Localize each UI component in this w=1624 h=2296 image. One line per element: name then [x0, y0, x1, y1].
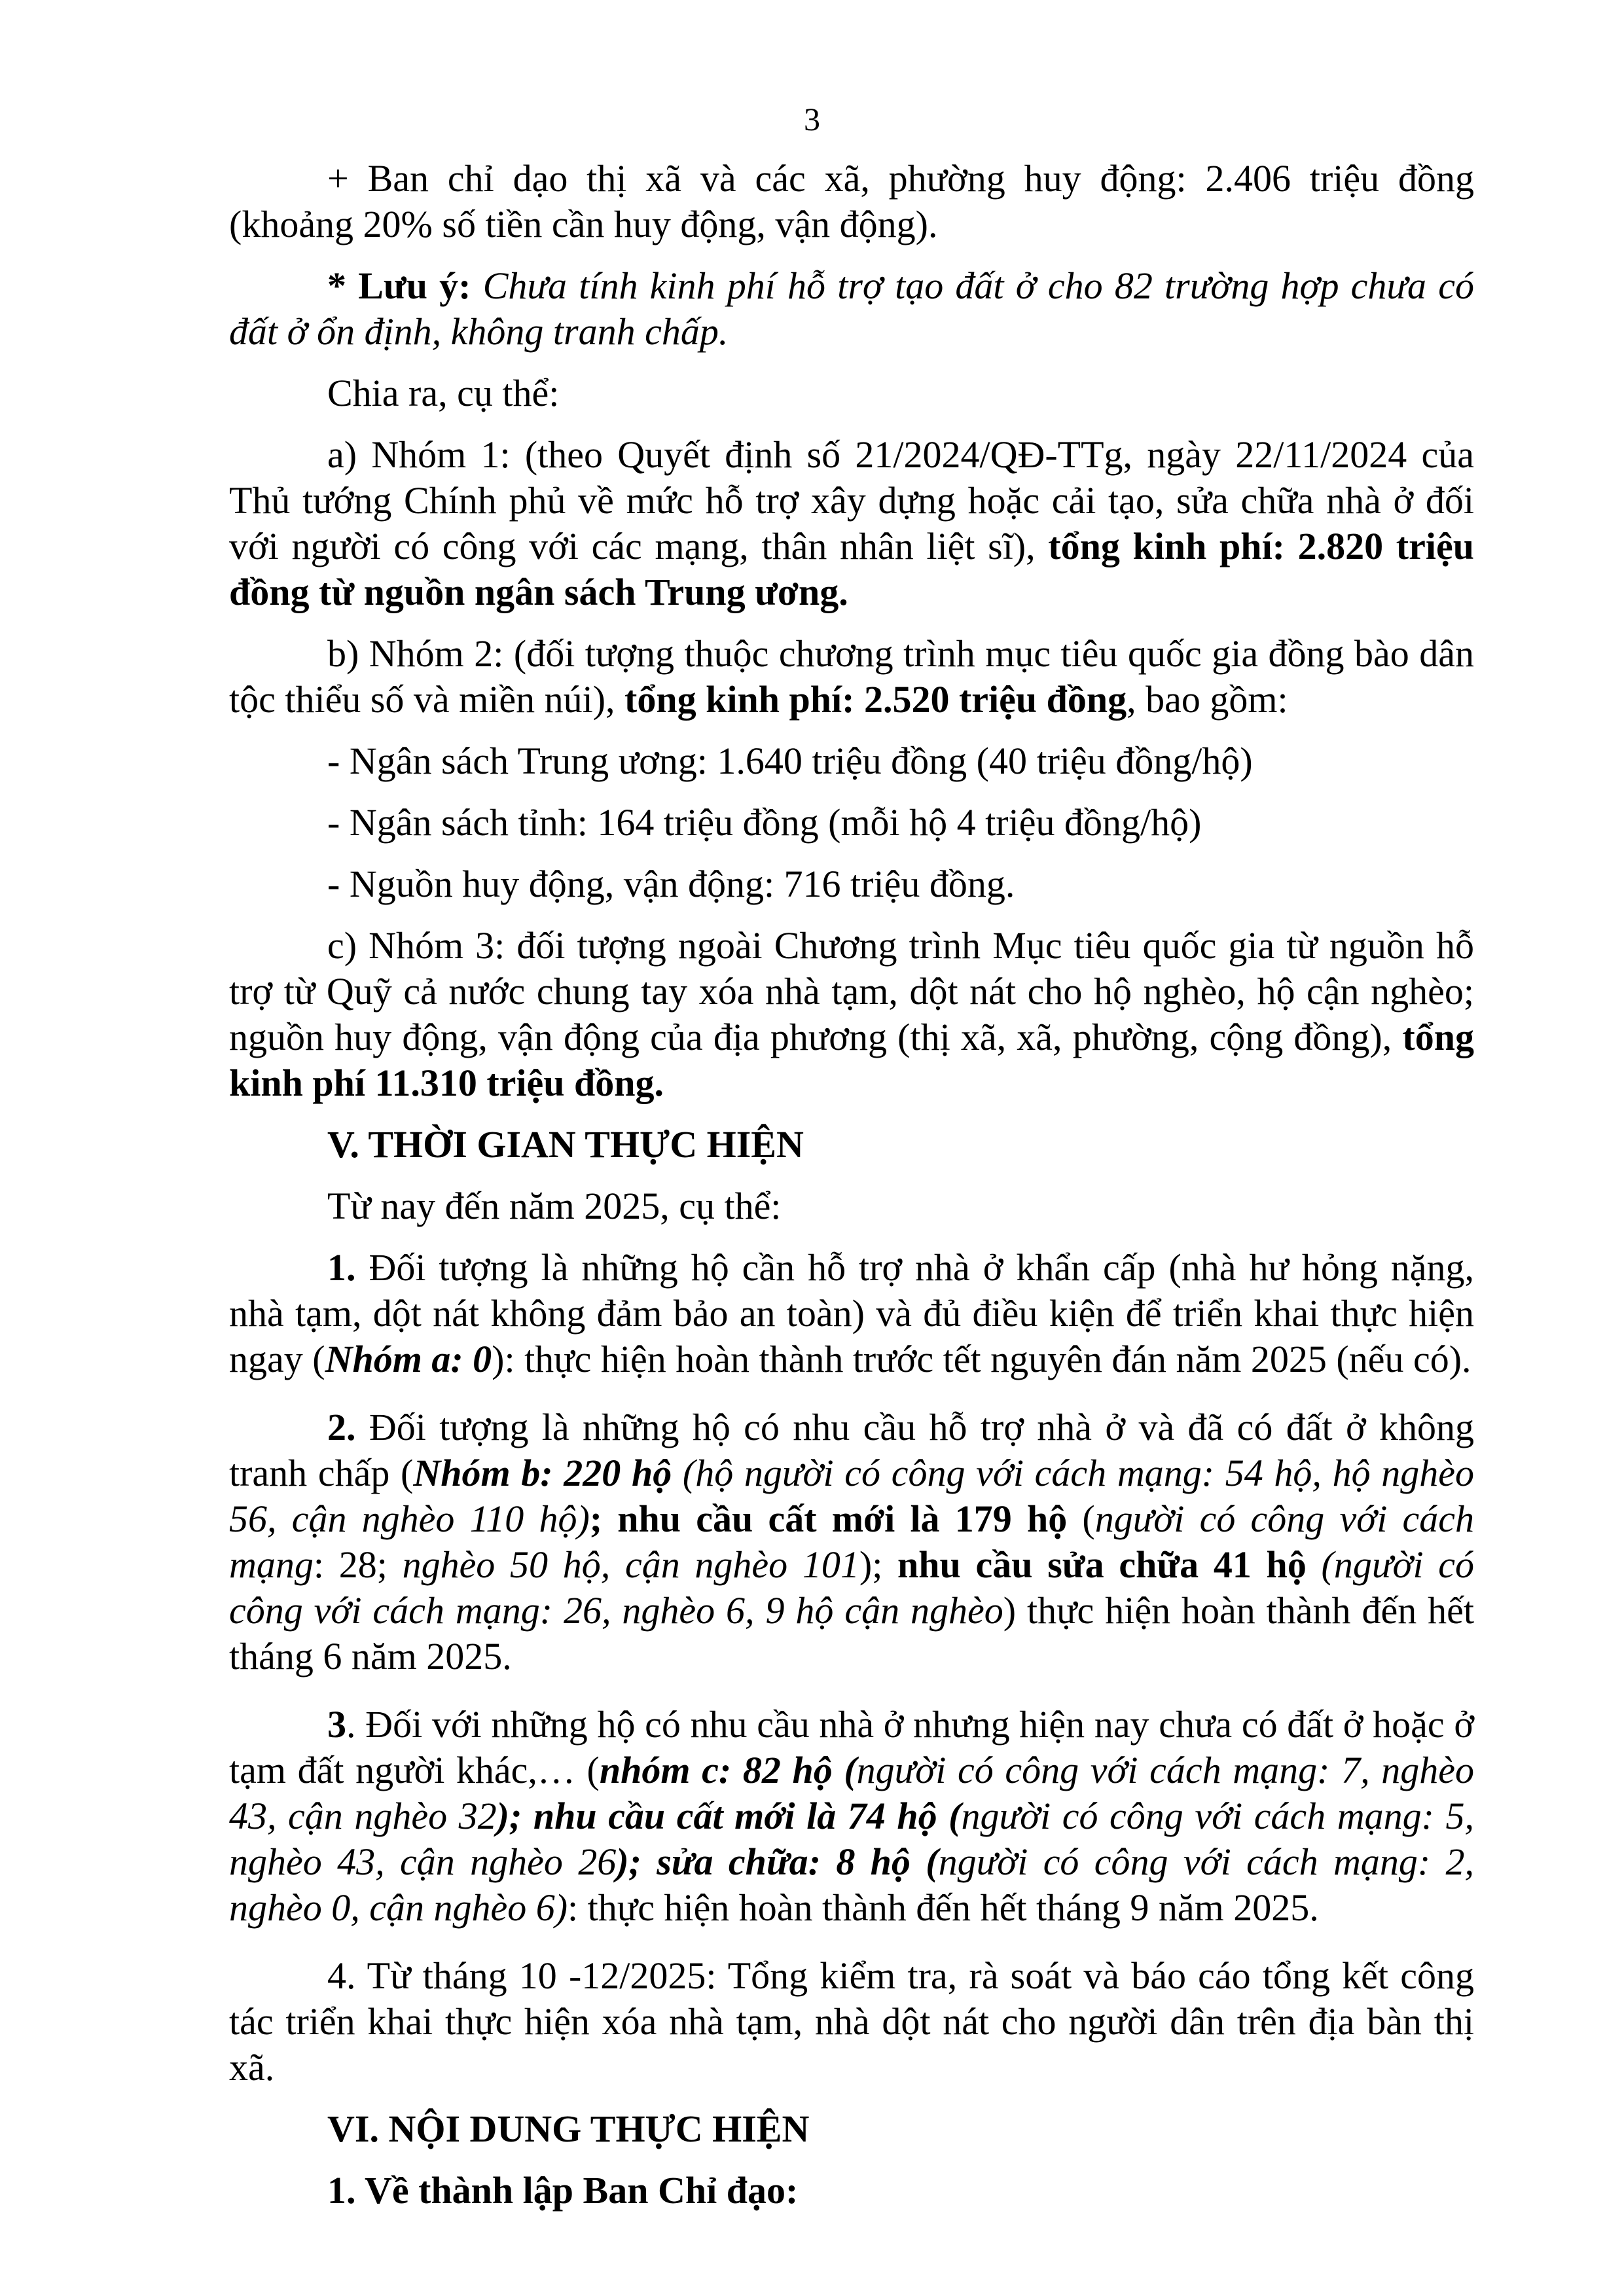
paragraph-timeline-intro — [229, 1183, 1474, 1229]
steering-committee-title: 1. Về thành lập Ban Chỉ đạo: — [327, 2169, 799, 2212]
group-3-text: c) Nhóm 3: đối tượng ngoài Chương trình Mục tiêu quốc gia từ nguồn hỗ trợ từ Quỹ cả nước chung tay xóa nhà tạm, dột nát cho hộ nghèo, hộ cận nghèo; nguồn huy động, vận động của địa phương (thị xã, xã, phường, cộng đồng), — [229, 924, 1474, 1058]
group-2-tail: , bao gồm: — [1127, 678, 1288, 721]
note-text: Chưa tính kinh phí hỗ trợ tạo đất ở cho 82 trường hợp chưa có đất ở ổn định, không tranh chấp. — [229, 264, 1475, 353]
paragraph-mobilized-funds — [229, 861, 1474, 907]
paragraph-province-budget — [229, 800, 1474, 846]
item-3-new-build: ); nhu cầu cất mới là 74 hộ ( — [496, 1795, 962, 1837]
item-2-text-e: ); — [859, 1543, 898, 1586]
item-1-number: 1. — [327, 1246, 356, 1289]
item-1-text-b: ): thực hiện hoàn thành trước tết nguyên đán năm 2025 (nếu có). — [492, 1338, 1471, 1380]
item-3-text-b: : thực hiện hoàn thành đến hết tháng 9 năm 2025. — [568, 1886, 1319, 1929]
item-2-text-d: : 28; — [313, 1543, 403, 1586]
group-1-text: a) Nhóm 1: (theo Quyết định số 21/2024/QĐ-TTg, ngày 22/11/2024 của Thủ tướng Chính phủ về mức hỗ trợ xây dựng hoặc cải tạo, sửa chữa nhà ở đối với người có công với các mạng, thân nhân liệt sĩ), — [229, 433, 1474, 567]
item-2-text-a: Đối tượng là những hộ có nhu cầu hỗ trợ nhà ở và đã có đất ở không tranh chấp ( — [229, 1406, 1474, 1494]
item-2-repair: nhu cầu sửa chữa 41 hộ — [897, 1543, 1307, 1586]
item-3-group: nhóm c: 82 hộ ( — [599, 1749, 857, 1791]
item-2-merit: người có công với cách mạng — [229, 1498, 1474, 1586]
item-2-new-build: ; nhu cầu cất mới là 179 hộ — [589, 1498, 1068, 1540]
item-3-number: 3 — [327, 1703, 346, 1746]
item-3-group-detail: người có công với cách mạng: 7, nghèo 43, cận nghèo 32 — [229, 1749, 1474, 1837]
item-3-repair-detail: người có công với cách mạng: 2, nghèo 0, cận nghèo 6) — [229, 1840, 1475, 1929]
province-budget-text: - Ngân sách tỉnh: 164 triệu đồng (mỗi hộ 4 triệu đồng/hộ) — [327, 801, 1202, 844]
note-label: * Lưu ý: — [327, 264, 471, 307]
mobilized-funds-text: - Nguồn huy động, vận động: 716 triệu đồng. — [327, 863, 1015, 905]
page-number: 3 — [804, 101, 820, 137]
document-body — [229, 156, 1474, 2229]
section-vi-heading: VI. NỘI DUNG THỰC HIỆN — [327, 2108, 810, 2150]
timeline-intro-text: Từ nay đến năm 2025, cụ thể: — [327, 1185, 782, 1227]
group-2-total: tổng kinh phí: 2.520 triệu đồng — [624, 678, 1127, 721]
paragraph-group-2 — [229, 631, 1474, 723]
paragraph-item-1 — [229, 1245, 1474, 1382]
item-2-repair-detail: (người có công với cách mạng: 26, nghèo 6, 9 hộ cận nghèo — [229, 1543, 1475, 1632]
paragraph-group-1 — [229, 432, 1474, 615]
paragraph-breakdown-intro — [229, 370, 1474, 416]
item-3-repair: ); sửa chữa: 8 hộ ( — [616, 1840, 939, 1883]
paragraph-note — [229, 263, 1474, 355]
paragraph-item-4 — [229, 1953, 1474, 2090]
section-v-heading: V. THỜI GIAN THỰC HIỆN — [327, 1123, 804, 1166]
paragraph-central-budget — [229, 738, 1474, 784]
paragraph-steering-committee — [229, 2168, 1474, 2214]
group-1-total: tổng kinh phí: 2.820 triệu đồng từ nguồn ngân sách Trung ương. — [229, 525, 1474, 613]
item-2-text-f: ) thực hiện hoàn thành đến hết tháng 6 năm 2025. — [229, 1589, 1474, 1677]
breakdown-intro-text: Chia ra, cụ thể: — [327, 372, 560, 414]
item-1-group: Nhóm a: 0 — [325, 1338, 492, 1380]
paragraph-group-3 — [229, 923, 1474, 1106]
item-2-number: 2. — [327, 1406, 356, 1448]
item-2-group-detail: (hộ người có công với cách mạng: 54 hộ, hộ nghèo 56, cận nghèo 110 hộ) — [229, 1452, 1474, 1540]
item-3-new-build-detail: người có công với cách mạng: 5, nghèo 43, cận nghèo 26 — [229, 1795, 1474, 1883]
item-4-text: 4. Từ tháng 10 -12/2025: Tổng kiểm tra, rà soát và báo cáo tổng kết công tác triển khai thực hiện xóa nhà tạm, nhà dột nát cho người dân trên địa bàn thị xã. — [229, 1954, 1474, 2089]
item-3-text-a: . Đối với những hộ có nhu cầu nhà ở nhưng hiện nay chưa có đất ở hoặc ở tạm đất người khác,… ( — [229, 1703, 1474, 1791]
item-2-text-c: ( — [1067, 1498, 1095, 1540]
item-2-poor: nghèo 50 hộ, cận nghèo 101 — [402, 1543, 859, 1586]
paragraph-item-2 — [229, 1405, 1474, 1679]
item-2-group: Nhóm b: 220 hộ — [413, 1452, 672, 1494]
central-budget-text: - Ngân sách Trung ương: 1.640 triệu đồng (40 triệu đồng/hộ) — [327, 740, 1253, 782]
paragraph-mobilization — [229, 156, 1474, 247]
group-3-total: tổng kinh phí 11.310 triệu đồng. — [229, 1016, 1474, 1104]
mobilization-text: + Ban chỉ dạo thị xã và các xã, phường huy động: 2.406 triệu đồng (khoảng 20% số tiền cần huy động, vận động). — [229, 157, 1474, 245]
paragraph-item-3 — [229, 1702, 1474, 1931]
group-2-text: b) Nhóm 2: (đối tượng thuộc chương trình mục tiêu quốc gia đồng bào dân tộc thiểu số và miền núi), — [229, 632, 1474, 721]
item-1-text-a: Đối tượng là những hộ cần hỗ trợ nhà ở khẩn cấp (nhà hư hỏng nặng, nhà tạm, dột nát không đảm bảo an toàn) và đủ điều kiện để triển khai thực hiện ngay ( — [229, 1246, 1474, 1380]
